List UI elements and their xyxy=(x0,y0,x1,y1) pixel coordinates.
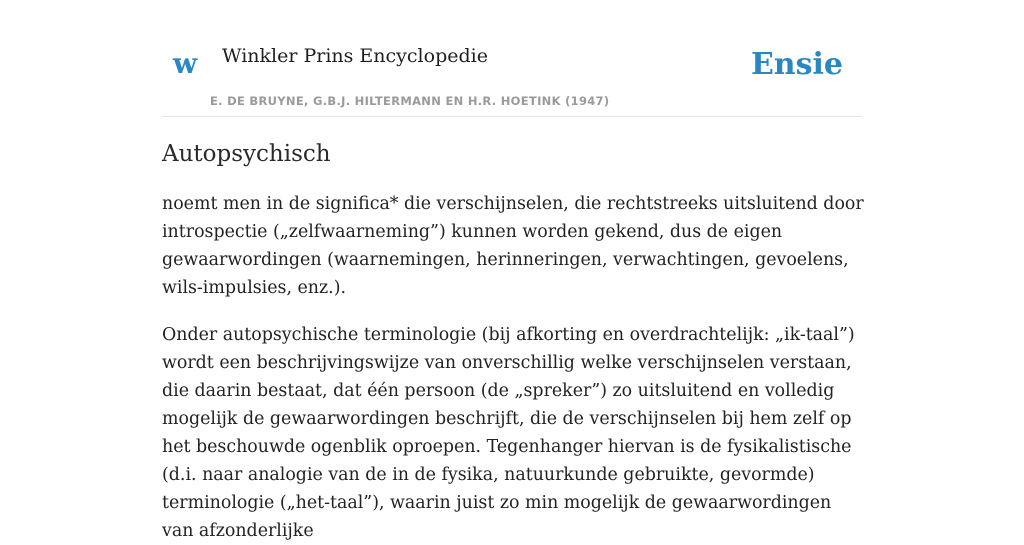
winkler-prins-logo-icon[interactable]: w xyxy=(173,47,198,80)
article-title: Autopsychisch xyxy=(162,141,331,167)
ensie-brand-link[interactable]: Ensie xyxy=(750,47,843,82)
article-paragraph-2: Onder autopsychische terminologie (bij afkorting en overdrachtelijk: „ik-taal”) wordt een beschrijvingswijze van onverschillig welke verschijnselen verstaan, die daarin bestaat, dat één persoon (de „spreker”) zo uitsluitend en volledig mogelijk de gewaarwordingen beschrijft, die de verschijnselen bij hem zelf op het beschouwde ogenblik oproepen. Tegenhanger hiervan is de fysikalistische (d.i. naar analogie van de in de fysika, natuurkunde gebruikte, gevormde) terminologie („het-taal”), waarin juist zo min mogelijk de gewaarwordingen van afzonderlijke xyxy=(162,325,855,541)
encyclopedia-header xyxy=(162,0,862,117)
book-authors: E. DE BRUYNE, G.B.J. HILTERMANN EN H.R. HOETINK (1947) xyxy=(210,94,610,108)
article-paragraph-1: noemt men in de significa* die verschijnselen, die rechtstreeks uitsluitend door introspectie („zelfwaarneming”) kunnen worden gekend, dus de eigen gewaarwordingen (waarnemingen, herinneringen, verwachtingen, gevoelens, wils-impulsies, enz.). xyxy=(162,194,864,298)
article xyxy=(162,138,867,545)
book-title-link[interactable]: Winkler Prins Encyclopedie xyxy=(222,45,488,67)
